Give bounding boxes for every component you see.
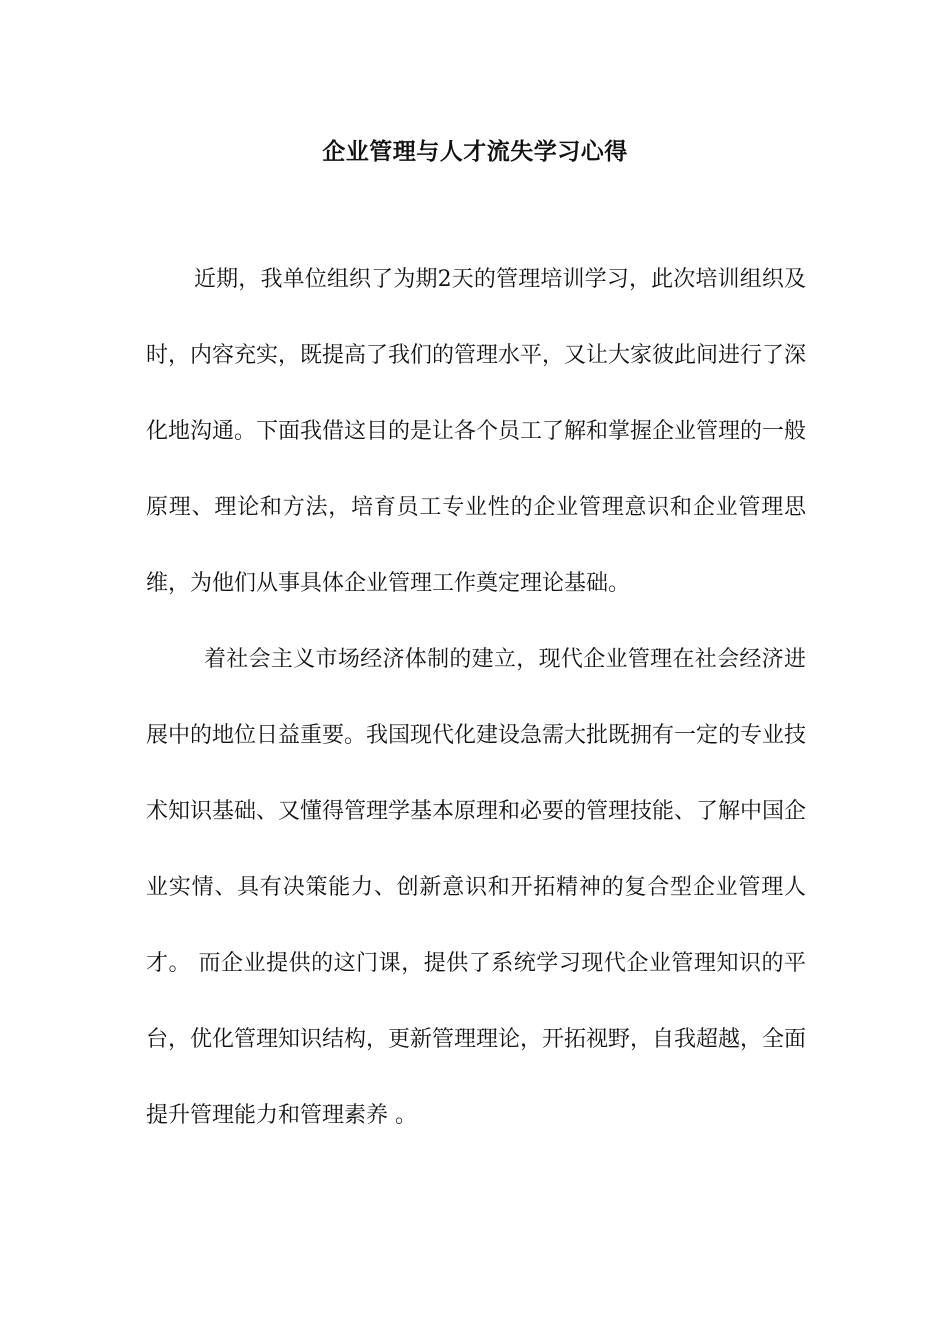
document-title: 企业管理与人才流失学习心得 bbox=[322, 138, 628, 165]
paragraph-2: 着社会主义市场经济体制的建立，现代企业管理在社会经济进展中的地位日益重要。我国现代化建设急需大批既拥有一定的专业技术知识基础、又懂得管理学基本原理和必要的管理技能、了解中国企业实情、具有决策能力、创新意识和开拓精神的复合型企业管理人才。 而企业提供的这门课，提供了系统学习现代企业管理知识的平台，优化管理知识结构，更新管理理论，开拓视野，自我超越，全面提升管理能力和管理素养 。 bbox=[146, 647, 807, 1128]
document-body bbox=[146, 242, 806, 1154]
paragraph-1: 近期，我单位组织了为期2天的管理培训学习，此次培训组织及时，内容充实，既提高了我们的管理水平，又让大家彼此间进行了深化地沟通。下面我借这目的是让各个员工了解和掌握企业管理的一般原理、理论和方法，培育员工专业性的企业管理意识和企业管理思维，为他们从事具体企业管理工作奠定理论基础。 bbox=[146, 267, 807, 596]
